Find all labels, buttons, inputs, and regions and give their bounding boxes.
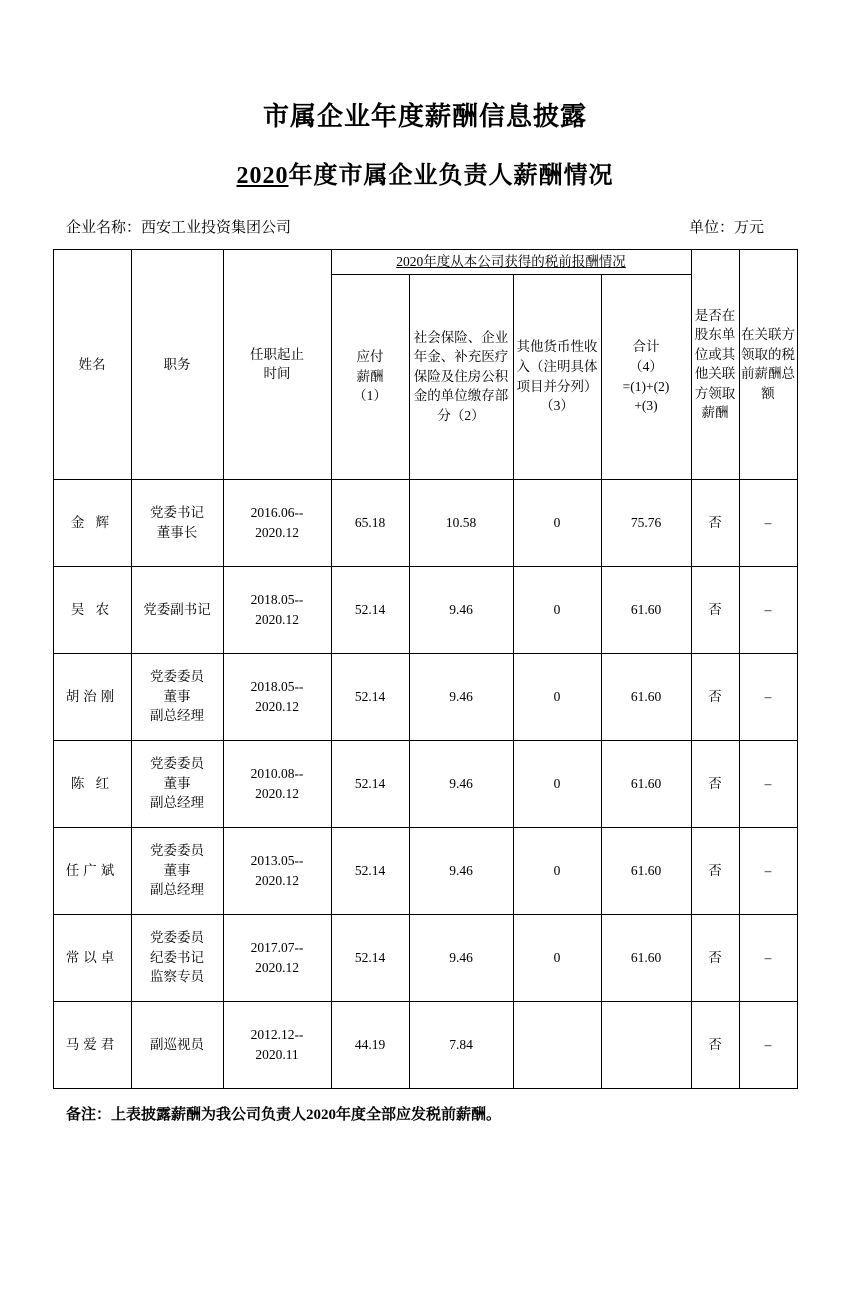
table-header-row-1 (53, 250, 797, 275)
header-total-line1: 合计 (632, 339, 660, 355)
cell-post-line2: 董事长 (156, 524, 198, 540)
cell-period-line1: 2012.12-- (250, 1027, 304, 1042)
cell-name: 胡治刚 (53, 653, 131, 740)
cell-post-line2: 纪委书记 (150, 949, 204, 965)
cell-total: 61.60 (601, 740, 691, 827)
table-row (53, 740, 797, 827)
cell-insurance: 9.46 (409, 827, 513, 914)
cell-related: – (739, 740, 797, 827)
cell-shareholder: 否 (691, 740, 739, 827)
page-title: 市属企业年度薪酬信息披露 (262, 102, 587, 131)
cell-period (223, 1001, 331, 1088)
cell-insurance: 9.46 (409, 653, 513, 740)
header-group-pretax: 2020年度从本公司获得的税前报酬情况 (331, 250, 691, 275)
table-row (53, 914, 797, 1001)
cell-total: 75.76 (601, 479, 691, 566)
cell-period (223, 914, 331, 1001)
cell-post (131, 566, 223, 653)
cell-related: – (739, 653, 797, 740)
salary-disclosure-table (53, 249, 798, 1089)
subtitle-year: 2020 (236, 163, 289, 189)
cell-post-line3: 监察专员 (150, 969, 204, 985)
header-other-income: 其他货币性收入（注明具体项目并分列）（3） (513, 274, 601, 479)
table-row (53, 653, 797, 740)
cell-pay: 52.14 (331, 740, 409, 827)
cell-insurance: 9.46 (409, 740, 513, 827)
cell-period-line2: 2020.12 (255, 611, 299, 627)
cell-period-line1: 2016.06-- (250, 505, 304, 520)
cell-period-line2: 2020.12 (255, 872, 299, 888)
cell-post (131, 740, 223, 827)
cell-pay: 52.14 (331, 653, 409, 740)
table-row (53, 566, 797, 653)
cell-post (131, 479, 223, 566)
cell-post-line2: 董事 (163, 862, 191, 878)
cell-period (223, 827, 331, 914)
cell-post-line1: 副巡视员 (150, 1036, 204, 1052)
cell-post-line3: 副总经理 (150, 708, 204, 724)
footnote-text: 上表披露薪酬为我公司负责人2020年度全部应发税前薪酬。 (111, 1106, 502, 1123)
cell-insurance: 7.84 (409, 1001, 513, 1088)
cell-total: 61.60 (601, 566, 691, 653)
header-pay-line3: （1） (353, 388, 387, 404)
cell-other-income: 0 (513, 566, 601, 653)
cell-total: 61.60 (601, 914, 691, 1001)
cell-post (131, 1001, 223, 1088)
cell-other-income: 0 (513, 479, 601, 566)
header-post: 职务 (131, 250, 223, 480)
cell-other-income: 0 (513, 914, 601, 1001)
cell-insurance: 9.46 (409, 566, 513, 653)
cell-post-line1: 党委委员 (150, 930, 204, 946)
cell-period-line2: 2020.12 (255, 698, 299, 714)
cell-insurance: 9.46 (409, 914, 513, 1001)
cell-period-line1: 2017.07-- (250, 940, 304, 955)
cell-period-line1: 2010.08-- (250, 766, 304, 781)
header-shareholder: 是否在股东单位或其他关联方领取薪酬 (691, 250, 739, 480)
cell-related: – (739, 566, 797, 653)
cell-other-income: 0 (513, 827, 601, 914)
cell-period (223, 740, 331, 827)
company-name: 西安工业投资集团公司 (141, 220, 292, 236)
cell-related: – (739, 479, 797, 566)
cell-name: 陈 红 (53, 740, 131, 827)
cell-pay: 65.18 (331, 479, 409, 566)
header-insurance: 社会保险、企业年金、补充医疗保险及住房公积金的单位缴存部分（2） (409, 274, 513, 479)
header-period-line2: 时间 (263, 366, 291, 382)
cell-shareholder: 否 (691, 653, 739, 740)
cell-total (601, 1001, 691, 1088)
footnote (66, 1103, 850, 1124)
cell-period-line1: 2018.05-- (250, 592, 304, 607)
cell-other-income: 0 (513, 740, 601, 827)
cell-post-line2: 董事 (163, 688, 191, 704)
table-row (53, 827, 797, 914)
cell-post-line3: 副总经理 (150, 882, 204, 898)
cell-name: 金 辉 (53, 479, 131, 566)
cell-pay: 52.14 (331, 827, 409, 914)
cell-period-line2: 2020.12 (255, 959, 299, 975)
cell-shareholder: 否 (691, 914, 739, 1001)
table-row (53, 479, 797, 566)
cell-related: – (739, 1001, 797, 1088)
cell-period-line2: 2020.12 (255, 785, 299, 801)
meta-row (66, 216, 794, 237)
cell-shareholder: 否 (691, 827, 739, 914)
cell-pay: 44.19 (331, 1001, 409, 1088)
subtitle-rest: 年度市属企业负责人薪酬情况 (288, 163, 614, 189)
header-total-line2: （4） (629, 359, 663, 374)
cell-period-line1: 2018.05-- (250, 679, 304, 694)
header-pay-line2: 薪酬 (356, 368, 384, 384)
company-label: 企业名称： (66, 220, 142, 236)
cell-name: 常以卓 (53, 914, 131, 1001)
cell-shareholder: 否 (691, 479, 739, 566)
cell-pay: 52.14 (331, 566, 409, 653)
header-total-line3: =(1)+(2) (622, 378, 670, 394)
cell-post (131, 914, 223, 1001)
cell-post-line1: 党委书记 (150, 505, 204, 520)
cell-other-income (513, 1001, 601, 1088)
cell-period (223, 653, 331, 740)
cell-name: 任广斌 (53, 827, 131, 914)
header-name: 姓名 (53, 250, 131, 480)
cell-name: 马爱君 (53, 1001, 131, 1088)
cell-shareholder: 否 (691, 566, 739, 653)
cell-shareholder: 否 (691, 1001, 739, 1088)
cell-post-line2: 董事 (163, 775, 191, 791)
cell-post-line3: 副总经理 (150, 795, 204, 811)
cell-total: 61.60 (601, 827, 691, 914)
table-row (53, 1001, 797, 1088)
cell-post-line1: 党委委员 (150, 669, 204, 685)
cell-name: 吴 农 (53, 566, 131, 653)
cell-related: – (739, 914, 797, 1001)
header-pay (331, 274, 409, 479)
footnote-label: 备注： (66, 1106, 112, 1123)
cell-post-line1: 党委委员 (150, 843, 204, 859)
cell-period (223, 479, 331, 566)
cell-period-line1: 2013.05-- (250, 853, 304, 868)
cell-post-line1: 党委委员 (150, 756, 204, 772)
cell-insurance: 10.58 (409, 479, 513, 566)
header-pay-line1: 应付 (356, 349, 384, 365)
header-period (223, 250, 331, 480)
header-total (601, 274, 691, 479)
cell-related: – (739, 827, 797, 914)
cell-post-line1: 党委副书记 (143, 601, 211, 617)
cell-period-line2: 2020.11 (255, 1046, 299, 1062)
cell-total: 61.60 (601, 653, 691, 740)
cell-other-income: 0 (513, 653, 601, 740)
unit-label: 单位：万元 (688, 220, 764, 236)
page-subtitle (0, 155, 850, 190)
cell-post (131, 827, 223, 914)
header-total-line4: +(3) (634, 398, 658, 414)
cell-period-line2: 2020.12 (255, 524, 299, 540)
document-page (0, 96, 850, 1297)
company-info (66, 216, 291, 237)
cell-pay: 52.14 (331, 914, 409, 1001)
cell-post (131, 653, 223, 740)
cell-period (223, 566, 331, 653)
header-period-line1: 任职起止 (250, 346, 304, 362)
header-related: 在关联方领取的税前薪酬总额 (739, 250, 797, 480)
